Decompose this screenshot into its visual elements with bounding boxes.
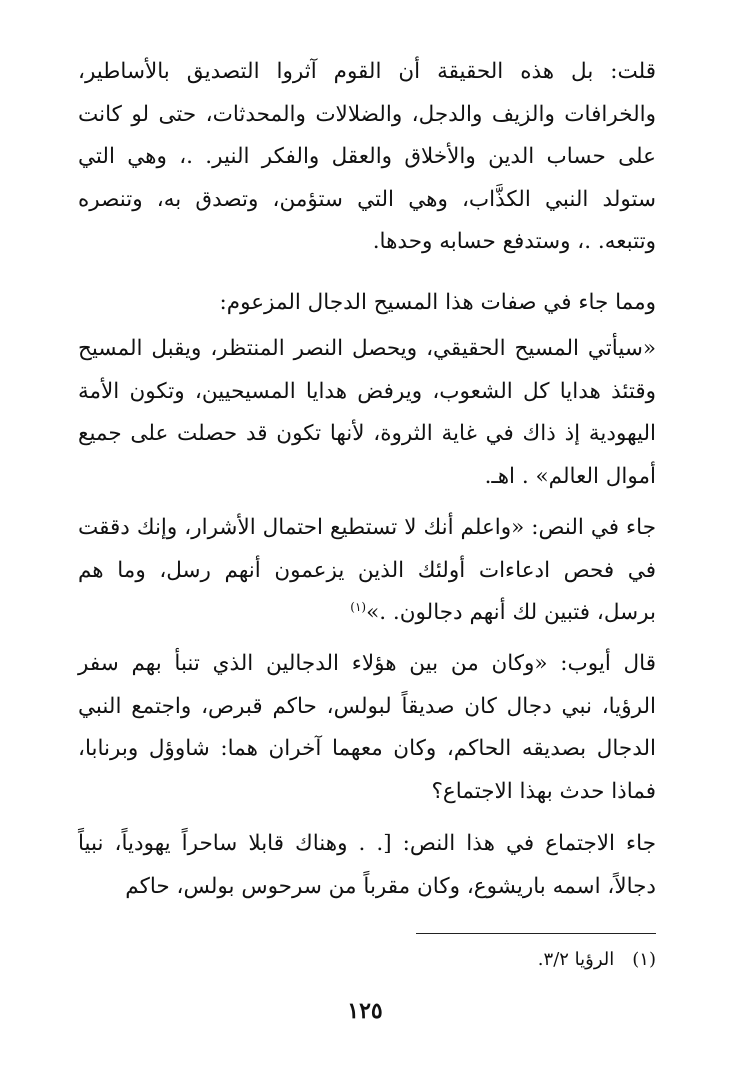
paragraph-2: ومما جاء في صفات هذا المسيح الدجال المزعوم: (219, 290, 656, 315)
paragraph-4 (78, 507, 656, 635)
paragraph-3: «سيأتي المسيح الحقيقي، ويحصل النصر المنتظر، ويقبل المسيح وقتئذ هدايا كل الشعوب، ويرفض هدايا المسيحيين، وتكون الأمة اليهودية إذ ذاك في غاية الثروة، لأنها تكون قد حصلت على جميع أموال العالم» . اهـ. (78, 336, 656, 489)
page-number: ١٢٥ (347, 998, 383, 1024)
footnote-number: (١) (632, 949, 656, 970)
paragraph-6: جاء الاجتماع في هذا النص: [. . وهناك قابلا ساحراً يهودياً، نبياً دجالاً، اسمه باريشوع، وكان مقرباً من سرحوس بولس، حاكم (78, 831, 656, 899)
paragraph-5: قال أيوب: «وكان من بين هؤلاء الدجالين الذي تنبأ بهم سفر الرؤيا، نبي دجال كان صديقاً لبولس، حاكم قبرص، واجتمع النبي الدجال بصديقه الحاكم، وكان معهما آخران هما: شاوؤل وبرنابا، فماذا حدث بهذا الاجتماع؟ (78, 651, 656, 804)
paragraph-1: قلت: بل هذه الحقيقة أن القوم آثروا التصديق بالأساطير، والخرافات والزيف والدجل، والضلالات والمحدثات، حتى لو كانت على حساب الدين والأخلاق والعقل والفكر النير. .، وهي التي ستولد النبي الكذَّاب، وهي التي ستؤمن، وتصدق به، وتنصره وتتبعه. .، وستدفع حسابه وحدها. (78, 59, 656, 254)
footnote-divider (416, 933, 656, 934)
footnote-reference: (١) (350, 599, 367, 614)
paragraph-4-text: جاء في النص: «واعلم أنك لا تستطيع احتمال الأشرار، وإنك دققت في فحص ادعاءات أولئك الذين يزعمون أنهم رسل، وما هم برسل، فتبين لك أنهم دجالون. .» (78, 515, 657, 625)
footnote-text: الرؤيا ٣/٢. (537, 949, 615, 970)
footnote (538, 946, 656, 974)
